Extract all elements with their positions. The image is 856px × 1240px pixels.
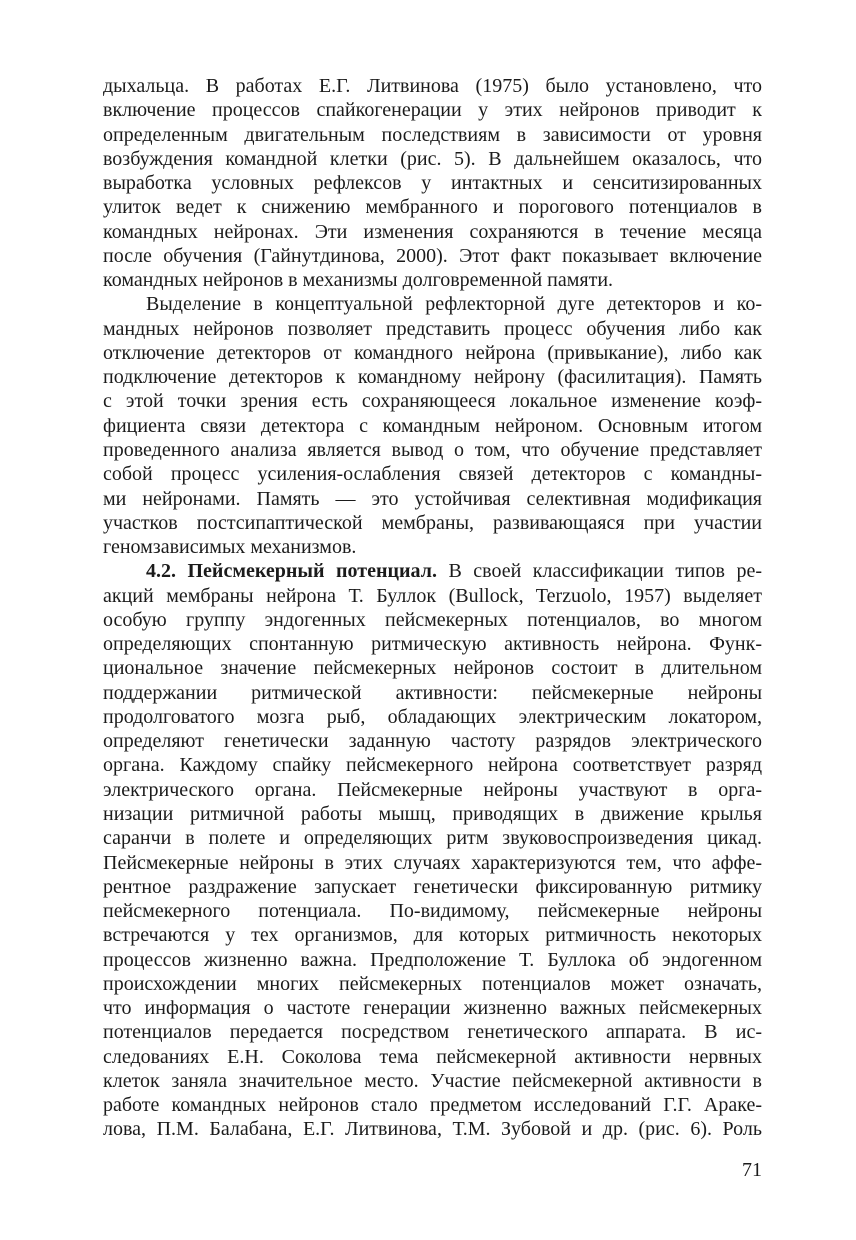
text-line: отключение детекторов от командного нейрона (привыкание), либо как	[103, 341, 762, 364]
text-line: собой процесс усиления-ослабления связей детекторов с командны-	[103, 463, 762, 486]
text-line: улиток ведет к снижению мембранного и порогового потенциалов в	[103, 196, 762, 219]
text-line: ми нейронами. Память — это устойчивая селективная модификация	[103, 487, 762, 510]
text-line: Выделение в концептуальной рефлекторной дуге детекторов и ко-	[146, 293, 762, 316]
text-line: дыхальца. В работах Е.Г. Литвинова (1975) было установлено, что	[103, 75, 762, 97]
text-line-rest: В своей классификации типов ре-	[448, 560, 763, 583]
paragraph-3	[103, 559, 762, 1141]
text-line: проведенного анализа является вывод о том, что обучение представляет	[103, 438, 762, 461]
page-number: 71	[742, 1159, 762, 1181]
text-line: определяют генетически заданную частоту разрядов электрического	[103, 730, 762, 753]
text-line: следованиях Е.Н. Соколова тема пейсмекерной активности нервных	[103, 1045, 762, 1068]
text-line: после обучения (Гайнутдинова, 2000). Этот факт показывает включение	[103, 244, 762, 267]
text-line: саранчи в полете и определяющих ритм звуковоспроизведения цикад.	[103, 827, 762, 850]
text-line: потенциалов передается посредством генетического аппарата. В ис-	[103, 1021, 762, 1044]
text-line: геномзависимых механизмов.	[103, 536, 357, 559]
text-line: низации ритмичной работы мышц, приводящих в движение крылья	[103, 802, 762, 825]
text-line: включение процессов спайкогенерации у этих нейронов приводит к	[103, 99, 762, 122]
text-line: возбуждения командной клетки (рис. 5). В дальнейшем оказалось, что	[103, 147, 762, 170]
text-line: выработка условных рефлексов у интактных и сенситизированных	[103, 172, 762, 195]
text-line: мандных нейронов позволяет представить процесс обучения либо как	[103, 317, 762, 340]
text-line: поддержании ритмической активности: пейсмекерные нейроны	[103, 681, 762, 704]
text-line: с этой точки зрения есть сохраняющееся локальное изменение коэф-	[103, 390, 762, 413]
text-line: происхождении многих пейсмекерных потенциалов может означать,	[103, 972, 762, 995]
text-line: что информация о частоте генерации жизненно важных пейсмекерных	[103, 997, 762, 1020]
text-line: рентное раздражение запускает генетически фиксированную ритмику	[103, 875, 762, 898]
text-line: продолговатого мозга рыб, обладающих электрическим локатором,	[103, 705, 762, 728]
text-line: работе командных нейронов стало предметом исследований Г.Г. Араке-	[103, 1094, 762, 1117]
text-line: лова, П.М. Балабана, Е.Г. Литвинова, Т.М. Зубовой и др. (рис. 6). Роль	[103, 1118, 762, 1141]
text-line: электрического органа. Пейсмекерные нейроны участвуют в орга-	[103, 778, 762, 801]
text-line: органа. Каждому спайку пейсмекерного нейрона соответствует разряд	[103, 754, 762, 777]
text-line: участков постсипаптической мембраны, развивающаяся при участии	[103, 511, 762, 534]
text-line: командных нейронов в механизмы долговременной памяти.	[103, 269, 614, 292]
text-line: командных нейронах. Эти изменения сохраняются в течение месяца	[103, 220, 762, 243]
text-line: клеток заняла значительное место. Участие пейсмекерной активности в	[103, 1069, 762, 1092]
text-line: особую группу эндогенных пейсмекерных потенциалов, во многом	[103, 608, 762, 631]
text-line: определенным двигательным последствиям в зависимости от уровня	[103, 123, 762, 146]
text-line	[103, 559, 762, 583]
text-line: подключение детекторов к командному нейрону (фасилитация). Память	[103, 366, 762, 389]
text-line: определяющих спонтанную ритмическую активность нейрона. Функ-	[103, 633, 762, 656]
paragraph-2	[103, 292, 762, 559]
text-line: пейсмекерного потенциала. По-видимому, пейсмекерные нейроны	[103, 900, 762, 923]
text-line: фициента связи детектора с командным нейроном. Основным итогом	[103, 414, 762, 437]
text-line: Пейсмекерные нейроны в этих случаях характеризуются тем, что аффе-	[103, 851, 762, 874]
text-line: встречаются у тех организмов, для которых ритмичность некоторых	[103, 924, 762, 947]
text-line: процессов жизненно важна. Предположение Т. Буллока об эндогенном	[103, 948, 762, 971]
body-text	[103, 74, 762, 1142]
section-heading: 4.2. Пейсмекерный потенциал.	[146, 560, 437, 583]
paragraph-1	[103, 74, 762, 292]
text-line: циональное значение пейсмекерных нейронов состоит в длительном	[103, 657, 762, 680]
text-line: акций мембраны нейрона Т. Буллок (Bullock, Terzuolo, 1957) выделяет	[103, 584, 762, 607]
